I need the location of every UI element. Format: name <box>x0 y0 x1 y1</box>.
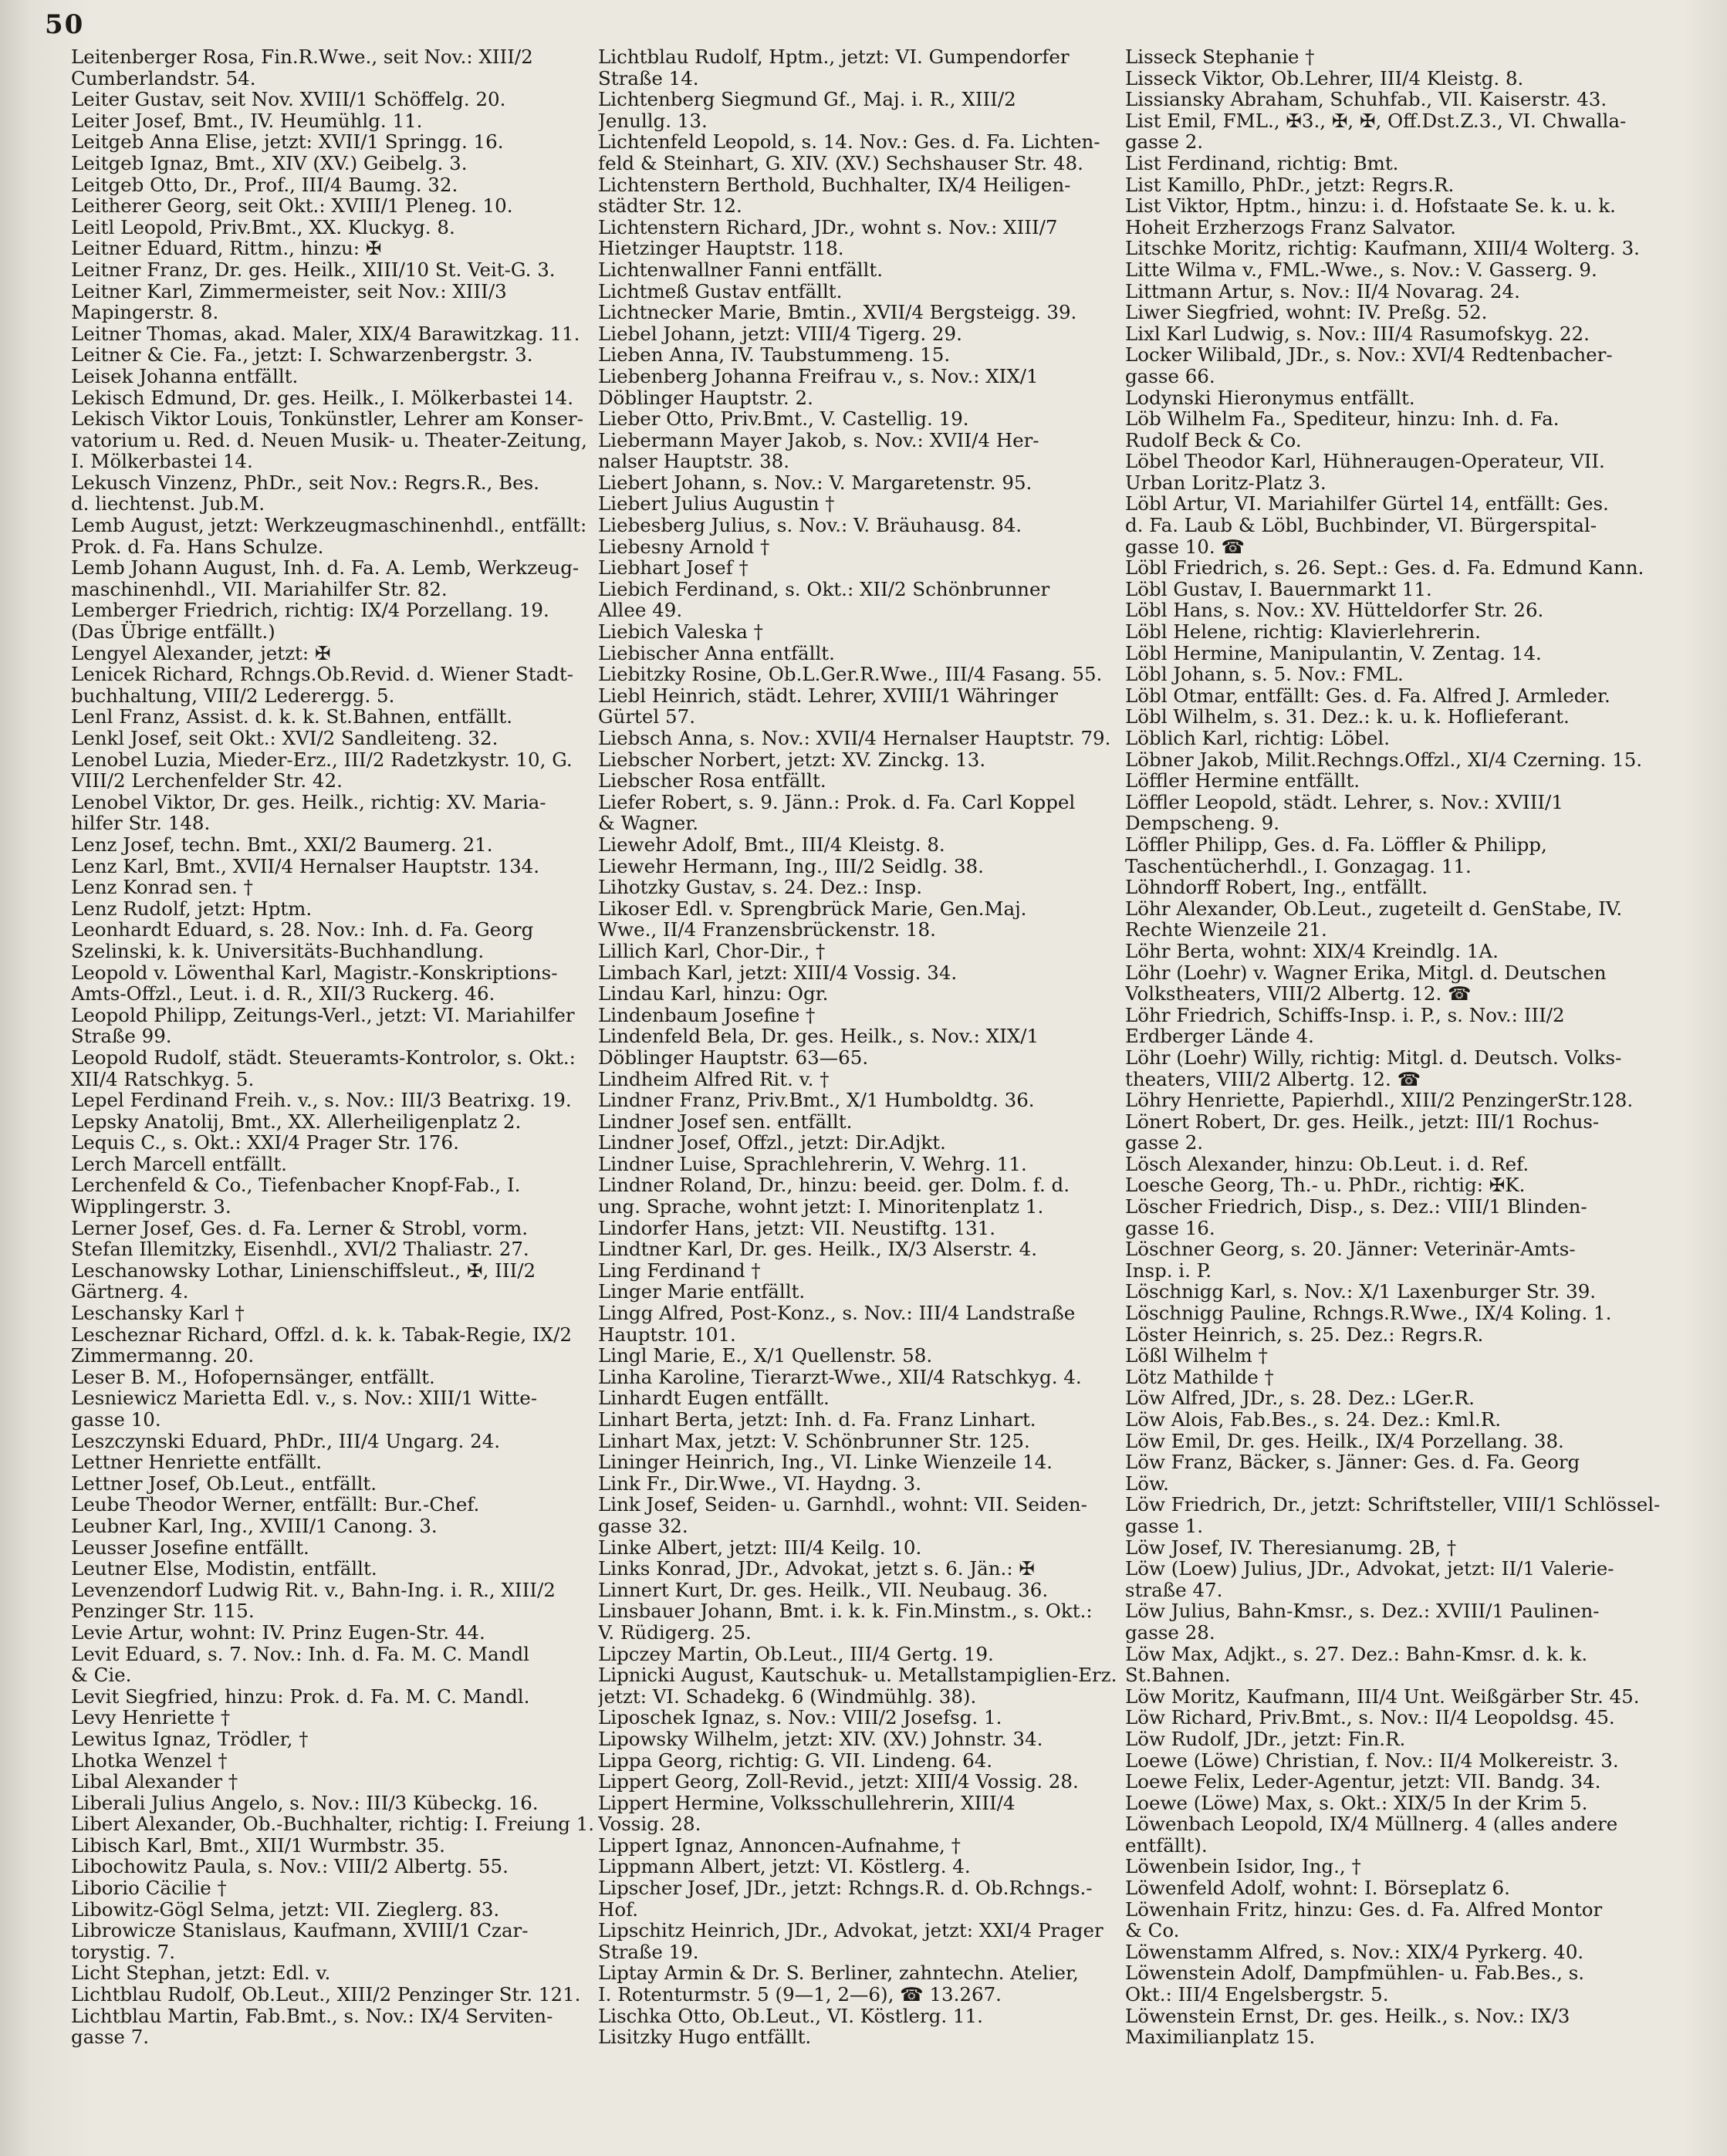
directory-entry-line: Liberali Julius Angelo, s. Nov.: III/3 Kübeckg. 16. <box>71 1791 539 1814</box>
directory-entry-line: Döblinger Hauptstr. 63—65. <box>598 1046 869 1069</box>
directory-entry-line: Liborio Cäcilie † <box>71 1877 227 1900</box>
directory-entry-line: Leopold Rudolf, städt. Steueramts-Kontrolor, s. Okt.: <box>71 1046 576 1069</box>
directory-entry-line: Maximilianplatz 15. <box>1125 2026 1316 2049</box>
directory-entry-line: theaters, VIII/2 Albertg. 12. ☎ <box>1125 1067 1421 1090</box>
directory-entry-line: Litschke Moritz, richtig: Kaufmann, XIII/4 Wolterg. 3. <box>1125 237 1640 260</box>
directory-entry-line: Leitner & Cie. Fa., jetzt: I. Schwarzenbergstr. 3. <box>71 343 533 367</box>
directory-entry-line: Löw Alois, Fab.Bes., s. 24. Dez.: Kml.R. <box>1125 1408 1502 1431</box>
directory-entry-line: & Wagner. <box>598 812 699 835</box>
directory-entry-line: (Das Übrige entfällt.) <box>71 620 275 644</box>
directory-entry-line: VIII/2 Lerchenfelder Str. 42. <box>71 769 343 792</box>
directory-entry-line: gasse 7. <box>71 2026 150 2049</box>
directory-entry-line: Lisseck Viktor, Ob.Lehrer, III/4 Kleistg. 8. <box>1125 66 1524 90</box>
directory-entry-line: Libowitz-Gögl Selma, jetzt: VII. Zieglerg. 83. <box>71 1897 500 1921</box>
directory-entry-line: Liebitzky Rosine, Ob.L.Ger.R.Wwe., III/4 Fasang. 55. <box>598 663 1103 686</box>
directory-entry-line: Leschanowsky Lothar, Linienschiffsleut., ✠, III/2 <box>71 1259 536 1282</box>
directory-entry-line: Link Fr., Dir.Wwe., VI. Haydng. 3. <box>598 1472 922 1495</box>
directory-entry-line: Löbel Theodor Karl, Hühneraugen-Operateur, VII. <box>1125 450 1605 473</box>
directory-entry-line: Lippert Hermine, Volksschullehrerin, XIII/4 <box>598 1791 1016 1814</box>
directory-entry-line: Liebenberg Johanna Freifrau v., s. Nov.: XIX/1 <box>598 364 1039 387</box>
directory-entry-line: Liposchek Ignaz, s. Nov.: VIII/2 Josefsg. 1. <box>598 1706 1002 1729</box>
directory-entry-line: Löw Franz, Bäcker, s. Jänner: Ges. d. Fa. Georg <box>1125 1451 1580 1474</box>
directory-entry-line: XII/4 Ratschkyg. 5. <box>71 1067 255 1090</box>
directory-entry-line: Dempscheng. 9. <box>1125 812 1280 835</box>
directory-entry-line: Lenl Franz, Assist. d. k. k. St.Bahnen, entfällt. <box>71 705 513 728</box>
directory-entry-line: Löbl Artur, VI. Mariahilfer Gürtel 14, entfällt: Ges. <box>1125 492 1609 515</box>
directory-entry-line: Linsbauer Johann, Bmt. i. k. k. Fin.Minstm., s. Okt.: <box>598 1600 1093 1623</box>
directory-entry-line: städter Str. 12. <box>598 194 742 218</box>
directory-entry-line: Löw Rudolf, JDr., jetzt: Fin.R. <box>1125 1727 1406 1750</box>
directory-entry-line: vatorium u. Red. d. Neuen Musik- u. Theater-Zeitung, <box>71 428 587 451</box>
directory-entry-line: Leube Theodor Werner, entfällt: Bur.-Chef. <box>71 1493 480 1516</box>
directory-entry-line: Levenzendorf Ludwig Rit. v., Bahn-Ing. i. R., XIII/2 <box>71 1578 556 1601</box>
directory-entry-line: Löw Josef, IV. Theresianumg. 2B, † <box>1125 1536 1457 1559</box>
directory-entry-line: Lichtenstern Berthold, Buchhalter, IX/4 Heiligen- <box>598 173 1071 196</box>
directory-entry-line: Liefer Robert, s. 9. Jänn.: Prok. d. Fa. Carl Koppel <box>598 790 1076 813</box>
directory-entry-line: Lenz Rudolf, jetzt: Hptm. <box>71 897 313 920</box>
directory-entry-line: Liebesberg Julius, s. Nov.: V. Bräuhausg. 84. <box>598 514 1022 537</box>
directory-entry-line: Löwenfeld Adolf, wohnt: I. Börseplatz 6. <box>1125 1877 1510 1900</box>
directory-entry-line: Linnert Kurt, Dr. ges. Heilk., VII. Neubaug. 36. <box>598 1578 1049 1601</box>
directory-entry-line: Lipnicki August, Kautschuk- u. Metallstampiglien-Erz. <box>598 1664 1117 1687</box>
directory-entry-line: List Ferdinand, richtig: Bmt. <box>1125 151 1399 174</box>
directory-entry-line: Leonhardt Eduard, s. 28. Nov.: Inh. d. Fa. Georg <box>71 918 534 941</box>
directory-entry-line: Taschentücherhdl., I. Gonzagag. 11. <box>1125 854 1472 877</box>
column-right <box>1125 46 1712 2145</box>
directory-entry-line: Liebich Valeska † <box>598 620 763 644</box>
directory-entry-line: Lippa Georg, richtig: G. VII. Lindeng. 64. <box>598 1749 993 1772</box>
directory-entry-line: Löw. <box>1125 1472 1169 1495</box>
directory-entry-line: Löwenstein Adolf, Dampfmühlen- u. Fab.Bes., s. <box>1125 1962 1585 1985</box>
directory-entry-line: Insp. i. P. <box>1125 1259 1212 1282</box>
directory-entry-line: Linger Marie entfällt. <box>598 1280 806 1303</box>
directory-entry-line: Hauptstr. 101. <box>598 1323 736 1346</box>
directory-entry-line: Löblich Karl, richtig: Löbel. <box>1125 727 1390 749</box>
directory-entry-line: Lindenbaum Josefine † <box>598 1003 816 1026</box>
directory-entry-line: Liebl Heinrich, städt. Lehrer, XVIII/1 Währinger <box>598 684 1058 707</box>
directory-entry-line: Straße 19. <box>598 1940 699 1963</box>
directory-entry-line: Wwe., II/4 Franzensbrückenstr. 18. <box>598 918 936 941</box>
directory-entry-line: buchhaltung, VIII/2 Lederergg. 5. <box>71 684 395 707</box>
directory-entry-line: Lodynski Hieronymus entfällt. <box>1125 386 1415 409</box>
directory-entry-line: Liebesny Arnold † <box>598 535 770 558</box>
directory-entry-line: Linke Albert, jetzt: III/4 Keilg. 10. <box>598 1536 922 1559</box>
directory-entry-line: Löscher Friedrich, Disp., s. Dez.: VIII/1 Blinden- <box>1125 1195 1587 1218</box>
directory-entry-line: Lillich Karl, Chor-Dir., † <box>598 939 826 962</box>
directory-entry-line: Hof. <box>598 1897 639 1921</box>
directory-entry-line: Lindtner Karl, Dr. ges. Heilk., IX/3 Alserstr. 4. <box>598 1238 1037 1261</box>
directory-entry-line: Libochowitz Paula, s. Nov.: VIII/2 Albertg. 55. <box>71 1855 509 1878</box>
directory-entry-line: Limbach Karl, jetzt: XIII/4 Vossig. 34. <box>598 961 958 984</box>
directory-entry-line: V. Rüdigerg. 25. <box>598 1620 752 1644</box>
directory-entry-line: Ling Ferdinand † <box>598 1259 761 1282</box>
directory-entry-line: & Co. <box>1125 1919 1180 1942</box>
directory-entry-line: Löbl Gustav, I. Bauernmarkt 11. <box>1125 577 1432 600</box>
directory-entry-line: Lingl Marie, E., X/1 Quellenstr. 58. <box>598 1344 933 1367</box>
directory-entry-line: Lenz Josef, techn. Bmt., XXI/2 Baumerg. 21. <box>71 833 493 856</box>
directory-entry-line: nalser Hauptstr. 38. <box>598 450 790 473</box>
directory-entry-line: gasse 66. <box>1125 364 1215 387</box>
directory-entry-line: Lenobel Luzia, Mieder-Erz., III/2 Radetzkystr. 10, G. <box>71 748 573 771</box>
directory-entry-line: Löw Moritz, Kaufmann, III/4 Unt. Weißgärber Str. 45. <box>1125 1685 1640 1708</box>
directory-entry-line: Hietzinger Hauptstr. 118. <box>598 237 844 260</box>
directory-entry-line: Leschansky Karl † <box>71 1302 245 1325</box>
directory-entry-line: Löschnigg Karl, s. Nov.: X/1 Laxenburger Str. 39. <box>1125 1280 1597 1303</box>
directory-entry-line: Mapingerstr. 8. <box>71 301 219 324</box>
directory-entry-line: Libert Alexander, Ob.-Buchhalter, richtig: I. Freiung 1. <box>71 1813 595 1836</box>
directory-entry-line: Löhr Friedrich, Schiffs-Insp. i. P., s. Nov.: III/2 <box>1125 1003 1565 1026</box>
directory-entry-line: Litte Wilma v., FML.-Wwe., s. Nov.: V. Gasserg. 9. <box>1125 258 1597 281</box>
directory-entry-line: d. liechtenst. Jub.M. <box>71 492 265 515</box>
directory-entry-line: Librowicze Stanislaus, Kaufmann, XVIII/1 Czar- <box>71 1919 529 1942</box>
directory-entry-line: Lemb August, jetzt: Werkzeugmaschinenhdl., entfällt: <box>71 514 587 537</box>
directory-entry-line: Cumberlandstr. 54. <box>71 66 256 90</box>
directory-entry-line: Löffler Philipp, Ges. d. Fa. Löffler & Philipp, <box>1125 833 1547 856</box>
directory-entry-line: Leszczynski Eduard, PhDr., III/4 Ungarg. 24. <box>71 1429 501 1452</box>
directory-entry-line: gasse 16. <box>1125 1216 1215 1239</box>
directory-entry-line: Lichtenberg Siegmund Gf., Maj. i. R., XIII/2 <box>598 88 1016 111</box>
directory-entry-line: Likoser Edl. v. Sprengbrück Marie, Gen.Maj. <box>598 897 1027 920</box>
directory-entry-line: Lichtblau Martin, Fab.Bmt., s. Nov.: IX/4 Serviten- <box>71 2004 553 2027</box>
directory-entry-line: Lischka Otto, Ob.Leut., VI. Köstlerg. 11. <box>598 2004 983 2027</box>
directory-entry-line: Leitner Karl, Zimmermeister, seit Nov.: XIII/3 <box>71 279 507 302</box>
directory-entry-line: Liwer Siegfried, wohnt: IV. Preßg. 52. <box>1125 301 1488 324</box>
directory-entry-line: Libisch Karl, Bmt., XII/1 Wurmbstr. 35. <box>71 1833 445 1857</box>
directory-entry-line: Löbl Johann, s. 5. Nov.: FML. <box>1125 663 1404 686</box>
directory-entry-line: Leser B. M., Hofopernsänger, entfällt. <box>71 1365 435 1388</box>
directory-entry-line: Döblinger Hauptstr. 2. <box>598 386 813 409</box>
directory-entry-line: Lindheim Alfred Rit. v. † <box>598 1067 830 1090</box>
directory-entry-line: straße 47. <box>1125 1578 1223 1601</box>
directory-entry-line: Leitgeb Otto, Dr., Prof., III/4 Baumg. 32. <box>71 173 458 196</box>
directory-entry-line: Levit Eduard, s. 7. Nov.: Inh. d. Fa. M. C. Mandl <box>71 1642 529 1665</box>
directory-entry-line: Lenkl Josef, seit Okt.: XVI/2 Sandleiteng. 32. <box>71 727 498 749</box>
directory-entry-line: Lieber Otto, Priv.Bmt., V. Castellig. 19. <box>598 407 969 431</box>
directory-entry-line: Linhart Berta, jetzt: Inh. d. Fa. Franz Linhart. <box>598 1408 1036 1431</box>
directory-entry-line: Lichtenstern Richard, JDr., wohnt s. Nov.: XIII/7 <box>598 215 1058 238</box>
directory-entry-line: d. Fa. Laub & Löbl, Buchbinder, VI. Bürgerspital- <box>1125 514 1597 537</box>
directory-entry-line: Löwenhain Fritz, hinzu: Ges. d. Fa. Alfred Montor <box>1125 1897 1603 1921</box>
directory-entry-line: gasse 10. ☎ <box>1125 535 1245 558</box>
directory-entry-line: Levie Artur, wohnt: IV. Prinz Eugen-Str. 44. <box>71 1620 485 1644</box>
directory-entry-line: Linhart Max, jetzt: V. Schönbrunner Str. 125. <box>598 1429 1030 1452</box>
directory-entry-line: Lhotka Wenzel † <box>71 1749 228 1772</box>
directory-entry-line: Löster Heinrich, s. 25. Dez.: Regrs.R. <box>1125 1323 1484 1346</box>
directory-entry-line: torystig. 7. <box>71 1940 176 1963</box>
directory-entry-line: Hoheit Erzherzogs Franz Salvator. <box>1125 215 1456 238</box>
directory-entry-line: Liebich Ferdinand, s. Okt.: XII/2 Schönbrunner <box>598 577 1050 600</box>
directory-entry-line: Lindner Josef sen. entfällt. <box>598 1110 853 1133</box>
directory-entry-line: Levit Siegfried, hinzu: Prok. d. Fa. M. C. Mandl. <box>71 1685 530 1708</box>
directory-entry-line: Szelinski, k. k. Universitäts-Buchhandlung. <box>71 939 485 962</box>
directory-entry-line: Volkstheaters, VIII/2 Albertg. 12. ☎ <box>1125 982 1472 1005</box>
directory-entry-line: Löw Emil, Dr. ges. Heilk., IX/4 Porzellang. 38. <box>1125 1429 1564 1452</box>
directory-entry-line: Lesniewicz Marietta Edl. v., s. Nov.: XIII/1 Witte- <box>71 1387 538 1410</box>
directory-entry-line: Amts-Offzl., Leut. i. d. R., XII/3 Ruckerg. 46. <box>71 982 495 1005</box>
directory-entry-line: Liewehr Hermann, Ing., III/2 Seidlg. 38. <box>598 854 984 877</box>
directory-entry-line: Wipplingerstr. 3. <box>71 1195 232 1218</box>
directory-entry-line: Lerch Marcell entfällt. <box>71 1152 287 1175</box>
directory-entry-line: Lippmann Albert, jetzt: VI. Köstlerg. 4. <box>598 1855 971 1878</box>
directory-entry-line: Lösch Alexander, hinzu: Ob.Leut. i. d. Ref. <box>1125 1152 1529 1175</box>
directory-entry-line: Leubner Karl, Ing., XVIII/1 Canong. 3. <box>71 1514 438 1537</box>
directory-entry-line: Prok. d. Fa. Hans Schulze. <box>71 535 324 558</box>
column-middle <box>598 46 1154 2145</box>
directory-entry-line: Liptay Armin & Dr. S. Berliner, zahntechn. Atelier, <box>598 1962 1079 1985</box>
directory-entry-line: Löschner Georg, s. 20. Jänner: Veterinär-Amts- <box>1125 1238 1576 1261</box>
directory-entry-line: Lettner Henriette entfällt. <box>71 1451 323 1474</box>
directory-entry-line: Lihotzky Gustav, s. 24. Dez.: Insp. <box>598 876 923 899</box>
directory-entry-line: Leiter Josef, Bmt., IV. Heumühlg. 11. <box>71 109 423 132</box>
directory-entry-line: Lindner Roland, Dr., hinzu: beeid. ger. Dolm. f. d. <box>598 1174 1070 1197</box>
directory-entry-line: Lipczey Martin, Ob.Leut., III/4 Gertg. 19. <box>598 1642 994 1665</box>
directory-entry-line: Löw (Loew) Julius, JDr., Advokat, jetzt: II/1 Valerie- <box>1125 1557 1614 1580</box>
directory-entry-line: jetzt: VI. Schadekg. 6 (Windmühlg. 38). <box>598 1685 977 1708</box>
directory-entry-line: Löw Alfred, JDr., s. 28. Dez.: LGer.R. <box>1125 1387 1475 1410</box>
directory-entry-line: List Kamillo, PhDr., jetzt: Regrs.R. <box>1125 173 1455 196</box>
directory-entry-line: Urban Loritz-Platz 3. <box>1125 471 1327 494</box>
directory-entry-line: Löw Richard, Priv.Bmt., s. Nov.: II/4 Leopoldsg. 45. <box>1125 1706 1615 1729</box>
directory-entry-line: Lindner Josef, Offzl., jetzt: Dir.Adjkt. <box>598 1131 946 1154</box>
directory-entry-line: Löb Wilhelm Fa., Spediteur, hinzu: Inh. d. Fa. <box>1125 407 1560 431</box>
directory-entry-line: Löbl Wilhelm, s. 31. Dez.: k. u. k. Hoflieferant. <box>1125 705 1570 728</box>
directory-entry-line: Löhr (Loehr) Willy, richtig: Mitgl. d. Deutsch. Volks- <box>1125 1046 1622 1069</box>
directory-entry-line: I. Mölkerbastei 14. <box>71 450 253 473</box>
directory-entry-line: Lenobel Viktor, Dr. ges. Heilk., richtig: XV. Maria- <box>71 790 546 813</box>
directory-entry-line: Leiter Gustav, seit Nov. XVIII/1 Schöffelg. 20. <box>71 88 506 111</box>
directory-entry-line: Löw Max, Adjkt., s. 27. Dez.: Bahn-Kmsr. d. k. k. <box>1125 1642 1588 1665</box>
directory-entry-line: Lichtnecker Marie, Bmtin., XVII/4 Bergsteigg. 39. <box>598 301 1077 324</box>
directory-entry-line: Loewe (Löwe) Max, s. Okt.: XIX/5 In der Krim 5. <box>1125 1791 1588 1814</box>
directory-entry-line: Lingg Alfred, Post-Konz., s. Nov.: III/4 Landstraße <box>598 1302 1076 1325</box>
directory-entry-line: Liebscher Norbert, jetzt: XV. Zinckg. 13. <box>598 748 986 771</box>
directory-entry-line: Leitgeb Anna Elise, jetzt: XVII/1 Springg. 16. <box>71 130 504 154</box>
directory-entry-line: Lekusch Vinzenz, PhDr., seit Nov.: Regrs.R., Bes. <box>71 471 539 494</box>
directory-entry-line: Lerchenfeld & Co., Tiefenbacher Knopf-Fab., I. <box>71 1174 521 1197</box>
column-left <box>71 46 627 2145</box>
directory-entry-line: Leitgeb Ignaz, Bmt., XIV (XV.) Geibelg. 3. <box>71 151 468 174</box>
directory-entry-line: Straße 14. <box>598 66 699 90</box>
directory-entry-line: Littmann Artur, s. Nov.: II/4 Novarag. 24. <box>1125 279 1520 302</box>
directory-entry-line: Lemb Johann August, Inh. d. Fa. A. Lemb, Werkzeug- <box>71 556 580 580</box>
directory-entry-line: Allee 49. <box>598 599 683 622</box>
directory-entry-line: Löhry Henriette, Papierhdl., XIII/2 PenzingerStr.128. <box>1125 1089 1634 1112</box>
directory-entry-line: Leisek Johanna entfällt. <box>71 364 299 387</box>
directory-entry-line: Leusser Josefine entfällt. <box>71 1536 309 1559</box>
directory-entry-line: Liebsch Anna, s. Nov.: XVII/4 Hernalser Hauptstr. 79. <box>598 727 1111 749</box>
directory-entry-line: Liebhart Josef † <box>598 556 749 580</box>
directory-entry-line: Lindner Luise, Sprachlehrerin, V. Wehrg. 11. <box>598 1152 1027 1175</box>
directory-entry-line: Löw Friedrich, Dr., jetzt: Schriftsteller, VIII/1 Schlössel- <box>1125 1493 1661 1516</box>
directory-entry-line: Lenicek Richard, Rchngs.Ob.Revid. d. Wiener Stadt- <box>71 663 573 686</box>
directory-entry-line: Leitl Leopold, Priv.Bmt., XX. Kluckyg. 8. <box>71 215 455 238</box>
directory-entry-line: Licht Stephan, jetzt: Edl. v. <box>71 1962 331 1985</box>
directory-entry-line: Lößl Wilhelm † <box>1125 1344 1268 1367</box>
directory-entry-line: Locker Wilibald, JDr., s. Nov.: XVI/4 Redtenbacher- <box>1125 343 1613 367</box>
directory-entry-line: Löwenstein Ernst, Dr. ges. Heilk., s. Nov.: IX/3 <box>1125 2004 1570 2027</box>
directory-entry-line: Zimmermanng. 20. <box>71 1344 255 1367</box>
directory-entry-line: Libal Alexander † <box>71 1770 238 1793</box>
directory-entry-line: Link Josef, Seiden- u. Garnhdl., wohnt: VII. Seiden- <box>598 1493 1087 1516</box>
directory-entry-line: Leopold v. Löwenthal Karl, Magistr.-Konskriptions- <box>71 961 558 984</box>
directory-entry-line: Lipscher Josef, JDr., jetzt: Rchngs.R. d. Ob.Rchngs.- <box>598 1877 1093 1900</box>
directory-entry-line: Lichtblau Rudolf, Hptm., jetzt: VI. Gumpendorfer <box>598 46 1070 68</box>
directory-entry-line: Links Konrad, JDr., Advokat, jetzt s. 6. Jän.: ✠ <box>598 1557 1035 1580</box>
directory-entry-line: Rechte Wienzeile 21. <box>1125 918 1327 941</box>
page-number: 50 <box>45 9 85 40</box>
directory-entry-line: maschinenhdl., VII. Mariahilfer Str. 82. <box>71 577 448 600</box>
directory-entry-line: Liebermann Mayer Jakob, s. Nov.: XVII/4 Her- <box>598 428 1039 451</box>
directory-entry-line: Lepel Ferdinand Freih. v., s. Nov.: III/3 Beatrixg. 19. <box>71 1089 572 1112</box>
directory-entry-line: Lichtenfeld Leopold, s. 14. Nov.: Ges. d. Fa. Lichten- <box>598 130 1100 154</box>
directory-entry-line: ung. Sprache, wohnt jetzt: I. Minoritenplatz 1. <box>598 1195 1044 1218</box>
directory-entry-line: gasse 28. <box>1125 1620 1215 1644</box>
directory-entry-line: gasse 2. <box>1125 130 1204 154</box>
directory-entry-line: Liewehr Adolf, Bmt., III/4 Kleistg. 8. <box>598 833 945 856</box>
directory-entry-line: Lewitus Ignaz, Trödler, † <box>71 1727 309 1750</box>
directory-entry-line: Löbl Hans, s. Nov.: XV. Hütteldorfer Str. 26. <box>1125 599 1544 622</box>
directory-entry-line: Lichtblau Rudolf, Ob.Leut., XIII/2 Penzinger Str. 121. <box>71 1983 581 2006</box>
directory-entry-line: Lengyel Alexander, jetzt: ✠ <box>71 641 331 664</box>
directory-entry-line: Gürtel 57. <box>598 705 695 728</box>
directory-entry-line: Liebert Johann, s. Nov.: V. Margaretenstr. 95. <box>598 471 1032 494</box>
directory-entry-line: Leopold Philipp, Zeitungs-Verl., jetzt: VI. Mariahilfer <box>71 1003 575 1026</box>
directory-entry-line: Linhardt Eugen entfällt. <box>598 1387 830 1410</box>
directory-entry-line: Leitherer Georg, seit Okt.: XVIII/1 Pleneg. 10. <box>71 194 513 218</box>
directory-entry-line: gasse 1. <box>1125 1514 1204 1537</box>
directory-entry-line: Lekisch Viktor Louis, Tonkünstler, Lehrer am Konser- <box>71 407 583 431</box>
directory-entry-line: Lettner Josef, Ob.Leut., entfällt. <box>71 1472 377 1495</box>
directory-entry-line: Rudolf Beck & Co. <box>1125 428 1302 451</box>
directory-entry-line: Lequis C., s. Okt.: XXI/4 Prager Str. 176. <box>71 1131 459 1154</box>
directory-entry-line: Gärtnerg. 4. <box>71 1280 189 1303</box>
directory-entry-line: Lindorfer Hans, jetzt: VII. Neustiftg. 131. <box>598 1216 996 1239</box>
directory-entry-line: Lekisch Edmund, Dr. ges. Heilk., I. Mölkerbastei 14. <box>71 386 574 409</box>
directory-entry-line: Loesche Georg, Th.- u. PhDr., richtig: ✠K. <box>1125 1174 1526 1197</box>
directory-entry-line: Lissiansky Abraham, Schuhfab., VII. Kaiserstr. 43. <box>1125 88 1607 111</box>
directory-entry-line: Löbl Friedrich, s. 26. Sept.: Ges. d. Fa. Edmund Kann. <box>1125 556 1644 580</box>
directory-entry-line: Lipschitz Heinrich, JDr., Advokat, jetzt: XXI/4 Prager <box>598 1919 1103 1942</box>
directory-entry-line: Löhndorff Robert, Ing., entfällt. <box>1125 876 1428 899</box>
directory-entry-line: entfällt). <box>1125 1833 1208 1857</box>
directory-entry-line: Löwenbach Leopold, IX/4 Müllnerg. 4 (alles andere <box>1125 1813 1618 1836</box>
directory-entry-line: Löffler Leopold, städt. Lehrer, s. Nov.: XVIII/1 <box>1125 790 1563 813</box>
directory-entry-line: Leitner Eduard, Rittm., hinzu: ✠ <box>71 237 382 260</box>
directory-entry-line: Leitner Thomas, akad. Maler, XIX/4 Barawitzkag. 11. <box>71 322 580 345</box>
directory-entry-line: Löwenbein Isidor, Ing., † <box>1125 1855 1361 1878</box>
directory-entry-line: Levy Henriette † <box>71 1706 231 1729</box>
directory-entry-line: Leitenberger Rosa, Fin.R.Wwe., seit Nov.: XIII/2 <box>71 46 533 68</box>
directory-entry-line: Liebert Julius Augustin † <box>598 492 835 515</box>
directory-entry-line: Lötz Mathilde † <box>1125 1365 1274 1388</box>
directory-entry-line: Löbner Jakob, Milit.Rechngs.Offzl., XI/4 Czerning. 15. <box>1125 748 1643 771</box>
directory-entry-line: Leitner Franz, Dr. ges. Heilk., XIII/10 St. Veit-G. 3. <box>71 258 556 281</box>
directory-entry-line: Linha Karoline, Tierarzt-Wwe., XII/4 Ratschkyg. 4. <box>598 1365 1082 1388</box>
directory-entry-line: Lininger Heinrich, Ing., VI. Linke Wienzeile 14. <box>598 1451 1053 1474</box>
directory-entry-line: I. Rotenturmstr. 5 (9—1, 2—6), ☎ 13.267. <box>598 1983 1002 2006</box>
directory-entry-line: Straße 99. <box>71 1025 172 1048</box>
directory-entry-line: gasse 10. <box>71 1408 161 1431</box>
directory-entry-line: Stefan Illemitzky, Eisenhdl., XVI/2 Thaliastr. 27. <box>71 1238 529 1261</box>
directory-entry-line: Okt.: III/4 Engelsbergstr. 5. <box>1125 1983 1389 2006</box>
directory-entry-line: gasse 2. <box>1125 1131 1204 1154</box>
directory-entry-line: & Cie. <box>71 1664 132 1687</box>
directory-entry-line: Löbl Helene, richtig: Klavierlehrerin. <box>1125 620 1481 644</box>
directory-entry-line: Löffler Hermine entfällt. <box>1125 769 1360 792</box>
directory-entry-line: Lippert Ignaz, Annoncen-Aufnahme, † <box>598 1833 961 1857</box>
directory-entry-line: List Viktor, Hptm., hinzu: i. d. Hofstaate Se. k. u. k. <box>1125 194 1616 218</box>
directory-entry-line: Loewe Felix, Leder-Agentur, jetzt: VII. Bandg. 34. <box>1125 1770 1601 1793</box>
directory-entry-line: Penzinger Str. 115. <box>71 1600 255 1623</box>
directory-entry-line: Vossig. 28. <box>598 1813 701 1836</box>
directory-entry-line: Lichtmeß Gustav entfällt. <box>598 279 843 302</box>
directory-entry-line: Lescheznar Richard, Offzl. d. k. k. Tabak-Regie, IX/2 <box>71 1323 572 1346</box>
directory-entry-line: Löbl Hermine, Manipulantin, V. Zentag. 14. <box>1125 641 1542 664</box>
directory-entry-line: Löschnigg Pauline, Rchngs.R.Wwe., IX/4 Koling. 1. <box>1125 1302 1612 1325</box>
directory-entry-line: Lisseck Stephanie † <box>1125 46 1315 68</box>
directory-entry-line: hilfer Str. 148. <box>71 812 211 835</box>
directory-entry-line: Lindau Karl, hinzu: Ogr. <box>598 982 829 1005</box>
directory-entry-line: Lönert Robert, Dr. ges. Heilk., jetzt: III/1 Rochus- <box>1125 1110 1600 1133</box>
directory-entry-line: Lieben Anna, IV. Taubstummeng. 15. <box>598 343 951 367</box>
directory-entry-line: Lindenfeld Bela, Dr. ges. Heilk., s. Nov.: XIX/1 <box>598 1025 1039 1048</box>
directory-entry-line: Löwenstamm Alfred, s. Nov.: XIX/4 Pyrkerg. 40. <box>1125 1940 1584 1963</box>
directory-entry-line: Liebischer Anna entfällt. <box>598 641 835 664</box>
directory-entry-line: Lindner Franz, Priv.Bmt., X/1 Humboldtg. 36. <box>598 1089 1035 1112</box>
directory-entry-line: Liebscher Rosa entfällt. <box>598 769 826 792</box>
directory-entry-line: Löhr Alexander, Ob.Leut., zugeteilt d. GenStabe, IV. <box>1125 897 1623 920</box>
directory-entry-line: Liebel Johann, jetzt: VIII/4 Tigerg. 29. <box>598 322 962 345</box>
directory-entry-line: Lichtenwallner Fanni entfällt. <box>598 258 883 281</box>
directory-entry-line: feld & Steinhart, G. XIV. (XV.) Sechshauser Str. 48. <box>598 151 1083 174</box>
directory-entry-line: Lepsky Anatolij, Bmt., XX. Allerheiligenplatz 2. <box>71 1110 522 1133</box>
directory-entry-line: Löhr Berta, wohnt: XIX/4 Kreindlg. 1A. <box>1125 939 1499 962</box>
directory-entry-line: Löhr (Loehr) v. Wagner Erika, Mitgl. d. Deutschen <box>1125 961 1607 984</box>
directory-entry-line: Lenz Konrad sen. † <box>71 876 253 899</box>
directory-entry-line: List Emil, FML., ✠3., ✠, ✠, Off.Dst.Z.3., VI. Chwalla- <box>1125 109 1627 132</box>
directory-entry-line: Löbl Otmar, entfällt: Ges. d. Fa. Alfred J. Armleder. <box>1125 684 1610 707</box>
directory-entry-line: Lemberger Friedrich, richtig: IX/4 Porzellang. 19. <box>71 599 549 622</box>
directory-entry-line: Lerner Josef, Ges. d. Fa. Lerner & Strobl, vorm. <box>71 1216 529 1239</box>
directory-entry-line: Lipowsky Wilhelm, jetzt: XIV. (XV.) Johnstr. 34. <box>598 1727 1043 1750</box>
directory-entry-line: St.Bahnen. <box>1125 1664 1231 1687</box>
directory-entry-line: Lippert Georg, Zoll-Revid., jetzt: XIII/4 Vossig. 28. <box>598 1770 1079 1793</box>
directory-entry-line: Leutner Else, Modistin, entfällt. <box>71 1557 377 1580</box>
directory-entry-line: Jenullg. 13. <box>598 109 708 132</box>
directory-entry-line: Erdberger Lände 4. <box>1125 1025 1314 1048</box>
directory-entry-line: Lisitzky Hugo entfällt. <box>598 2026 812 2049</box>
directory-entry-line: Lenz Karl, Bmt., XVII/4 Hernalser Hauptstr. 134. <box>71 854 540 877</box>
directory-entry-line: Löw Julius, Bahn-Kmsr., s. Dez.: XVIII/1 Paulinen- <box>1125 1600 1600 1623</box>
directory-entry-line: gasse 32. <box>598 1514 688 1537</box>
directory-entry-line: Loewe (Löwe) Christian, f. Nov.: II/4 Molkereistr. 3. <box>1125 1749 1619 1772</box>
directory-entry-line: Lixl Karl Ludwig, s. Nov.: III/4 Rasumofskyg. 22. <box>1125 322 1590 345</box>
